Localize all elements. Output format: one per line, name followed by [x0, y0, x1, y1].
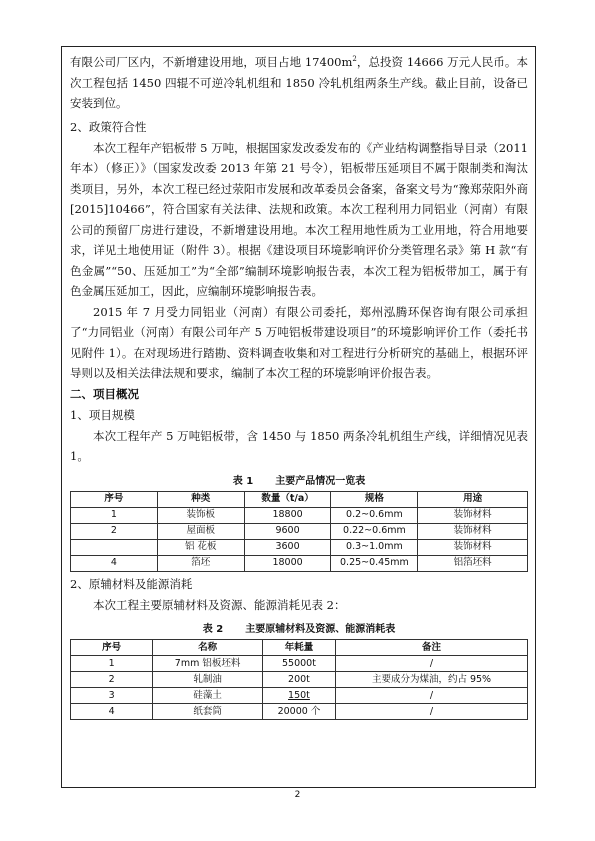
- table-cell: 2: [71, 523, 158, 539]
- policy-paragraph-1: 本次工程年产铝板带 5 万吨，根据国家发改委发布的《产业结构调整指导目录（2011 年本）（修正）》（国家发改委 2013 年第 21 号令），铝板带压延项目不属于限制类和淘汰类项目，另外，本次工程已经过荥阳市发展和改革委员会备案，备案文号为“豫郑荥阳外商[2015]10466”，符合国家有关法律、法规和政策。本次工程利用力同铝业（河南）有限公司的预留厂房进行建设，不新增建设用地。本次工程用地性质为工业用地，符合用地要求，详见土地使用证（附件 3）。根据《建设项目环境影响评价分类管理名录》第 H 款“有色金属”“50、压延加工”为“全部”编制环境影响报告表，本次工程为铝板带加工，属于有色金属压延加工，因此，应编制环境影响报告表。: [70, 140, 528, 298]
- header-cell: 备注: [336, 640, 528, 656]
- header-cell: 数量（t/a）: [244, 491, 331, 507]
- table-cell: /: [336, 656, 528, 672]
- table-cell: /: [336, 688, 528, 704]
- table2-caption-number: 表 2: [202, 624, 224, 635]
- table-cell: 箔坯: [157, 555, 244, 571]
- area-unit-superscript: 2: [352, 55, 357, 64]
- table-cell: 9600: [244, 523, 331, 539]
- materials-subheading: 2、原辅材料及能源消耗: [70, 576, 193, 591]
- table-cell: 0.22~0.6mm: [331, 523, 418, 539]
- table-cell: 7mm 铝板坯料: [153, 656, 263, 672]
- table1-caption: [70, 473, 528, 490]
- table-cell: 铝 花板: [157, 539, 244, 555]
- table-cell: 18000: [244, 555, 331, 571]
- scale-subheading: 1、项目规模: [70, 407, 135, 422]
- intro-text-a: 有限公司厂区内，不新增建设用地，项目占地 17400m: [70, 55, 353, 69]
- table-cell: 1: [71, 656, 153, 672]
- table-cell: 4: [71, 555, 158, 571]
- table2-caption: [70, 621, 528, 638]
- table-row: [71, 507, 528, 523]
- table-cell: 装饰材料: [418, 523, 528, 539]
- table-cell: 纸套筒: [153, 704, 263, 720]
- table-cell: 3: [71, 688, 153, 704]
- table-cell: 2: [71, 672, 153, 688]
- intro-text-b: ，总投资 14666 万元人民币。本次工程包括 1450 四辊不可逆冷轧机组和 1850 冷轧机组两条生产线。截止目前，设备已安装到位。: [70, 55, 528, 110]
- table-cell: [262, 688, 335, 704]
- policy-heading: 2、政策符合性: [70, 119, 147, 134]
- table-cell: 装饰材料: [418, 507, 528, 523]
- header-cell: 序号: [71, 491, 158, 507]
- table-cell: 0.25~0.45mm: [331, 555, 418, 571]
- table-cell: 200t: [262, 672, 335, 688]
- table2-caption-title: 主要原辅材料及资源、能源消耗表: [245, 624, 396, 635]
- header-cell: 年耗量: [262, 640, 335, 656]
- policy-paragraph-2: 2015 年 7 月受力同铝业（河南）有限公司委托，郑州泓腾环保咨询有限公司承担了“力同铝业（河南）有限公司年产 5 万吨铝板带建设项目”的环境影响评价工作（委托书见附件 1）。在对现场进行踏勘、资料调查收集和对工程进行分析研究的基础上，根据环评导则以及相关法律法规和要求，编制了本次工程的环境影响评价报告表。: [70, 304, 528, 380]
- underlined-value: 150t: [288, 689, 310, 701]
- table-row: [71, 523, 528, 539]
- intro-paragraph: [70, 52, 528, 114]
- table-cell: 硅藻土: [153, 688, 263, 704]
- table-row: [71, 555, 528, 571]
- scale-paragraph: 本次工程年产 5 万吨铝板带，含 1450 与 1850 两条冷轧机组生产线，详细情况见表 1。: [70, 428, 528, 463]
- table-row: [71, 656, 528, 672]
- header-cell: 规格: [331, 491, 418, 507]
- table-cell: 铝箔坯料: [418, 555, 528, 571]
- materials-paragraph: 本次工程主要原辅材料及资源、能源消耗见表 2：: [93, 597, 346, 612]
- table-cell: 55000t: [262, 656, 335, 672]
- document-body: [70, 52, 528, 720]
- header-cell: 名称: [153, 640, 263, 656]
- table-cell: 4: [71, 704, 153, 720]
- overview-heading: 二、项目概况: [70, 386, 139, 401]
- table-row: [71, 688, 528, 704]
- table-cell: 轧制油: [153, 672, 263, 688]
- table-cell: 0.3~1.0mm: [331, 539, 418, 555]
- materials-table: [70, 639, 528, 720]
- table-row: [71, 539, 528, 555]
- product-table: [70, 491, 528, 572]
- table-cell: 3600: [244, 539, 331, 555]
- header-cell: 序号: [71, 640, 153, 656]
- table-header-row: [71, 640, 528, 656]
- header-cell: 种类: [157, 491, 244, 507]
- table-row: [71, 704, 528, 720]
- table-cell: 屋面板: [157, 523, 244, 539]
- page-number: 2: [294, 790, 301, 800]
- table-row: [71, 672, 528, 688]
- header-cell: 用途: [418, 491, 528, 507]
- table-cell: 主要成分为煤油，约占 95%: [336, 672, 528, 688]
- table-cell: 20000 个: [262, 704, 335, 720]
- table-cell: /: [336, 704, 528, 720]
- table1-caption-number: 表 1: [232, 475, 254, 487]
- table-header-row: [71, 491, 528, 507]
- table-cell: 装饰板: [157, 507, 244, 523]
- table-cell: 1: [71, 507, 158, 523]
- table-cell: 18800: [244, 507, 331, 523]
- table-cell: 0.2~0.6mm: [331, 507, 418, 523]
- table1-caption-title: 主要产品情况一览表: [275, 475, 366, 487]
- table-cell: [71, 539, 158, 555]
- table-cell: 装饰材料: [418, 539, 528, 555]
